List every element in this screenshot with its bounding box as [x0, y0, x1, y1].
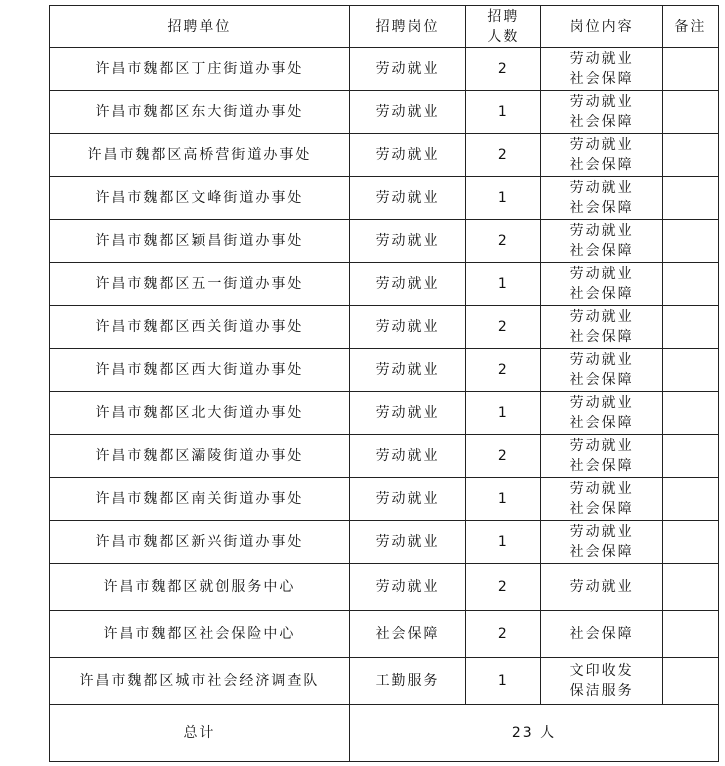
header-post: 招聘岗位 — [349, 6, 465, 48]
cell-unit: 许昌市魏都区灞陵街道办事处 — [50, 435, 350, 478]
cell-count: 1 — [466, 658, 541, 705]
cell-count: 2 — [466, 220, 541, 263]
table-row — [50, 177, 719, 220]
cell-unit: 许昌市魏都区就创服务中心 — [50, 564, 350, 611]
cell-post: 社会保障 — [349, 611, 465, 658]
cell-content — [541, 564, 662, 611]
cell-content — [541, 220, 662, 263]
cell-unit: 许昌市魏都区西大街道办事处 — [50, 349, 350, 392]
cell-unit: 许昌市魏都区五一街道办事处 — [50, 263, 350, 306]
cell-content-line1: 文印收发 — [569, 663, 634, 679]
cell-content — [541, 134, 662, 177]
cell-content-line2: 社会保障 — [569, 544, 634, 560]
cell-post: 劳动就业 — [349, 349, 465, 392]
cell-unit: 许昌市魏都区颖昌街道办事处 — [50, 220, 350, 263]
cell-post: 劳动就业 — [349, 263, 465, 306]
cell-content-line2: 社会保障 — [569, 200, 634, 216]
cell-count: 1 — [466, 392, 541, 435]
cell-post: 劳动就业 — [349, 564, 465, 611]
cell-count: 1 — [466, 478, 541, 521]
cell-content-line2: 社会保障 — [569, 71, 634, 87]
cell-content-line1: 劳动就业 — [569, 352, 634, 368]
cell-post: 劳动就业 — [349, 134, 465, 177]
cell-count: 2 — [466, 349, 541, 392]
cell-post: 劳动就业 — [349, 91, 465, 134]
cell-content — [541, 91, 662, 134]
cell-content — [541, 478, 662, 521]
table-row — [50, 564, 719, 611]
cell-unit: 许昌市魏都区高桥营街道办事处 — [50, 134, 350, 177]
cell-post: 劳动就业 — [349, 521, 465, 564]
cell-content-line2: 社会保障 — [569, 458, 634, 474]
cell-post: 劳动就业 — [349, 220, 465, 263]
cell-content — [541, 48, 662, 91]
cell-remark — [662, 611, 718, 658]
cell-remark — [662, 306, 718, 349]
cell-remark — [662, 220, 718, 263]
cell-remark — [662, 392, 718, 435]
cell-count: 2 — [466, 134, 541, 177]
cell-remark — [662, 435, 718, 478]
cell-content-line2: 社会保障 — [569, 286, 634, 302]
table-row — [50, 306, 719, 349]
cell-content-line1: 劳动就业 — [569, 223, 634, 239]
cell-content-line1: 劳动就业 — [569, 481, 634, 497]
cell-content-line1: 劳动就业 — [569, 309, 634, 325]
cell-count: 2 — [466, 611, 541, 658]
table-header-row — [50, 6, 719, 48]
cell-post: 劳动就业 — [349, 306, 465, 349]
cell-unit: 许昌市魏都区北大街道办事处 — [50, 392, 350, 435]
cell-content-line1: 劳动就业 — [569, 137, 634, 153]
cell-content-line1: 劳动就业 — [569, 51, 634, 67]
cell-content — [541, 263, 662, 306]
cell-count: 2 — [466, 48, 541, 91]
table-row — [50, 611, 719, 658]
cell-content-line2: 保洁服务 — [569, 683, 634, 699]
cell-remark — [662, 91, 718, 134]
cell-content-line2: 社会保障 — [569, 157, 634, 173]
cell-count: 1 — [466, 177, 541, 220]
cell-count: 2 — [466, 564, 541, 611]
total-value: 23 人 — [349, 705, 718, 762]
cell-unit: 许昌市魏都区西关街道办事处 — [50, 306, 350, 349]
header-count — [466, 6, 541, 48]
table-row — [50, 220, 719, 263]
table-row — [50, 263, 719, 306]
cell-unit: 许昌市魏都区新兴街道办事处 — [50, 521, 350, 564]
cell-count: 1 — [466, 521, 541, 564]
cell-remark — [662, 48, 718, 91]
cell-post: 劳动就业 — [349, 392, 465, 435]
cell-content-line1: 社会保障 — [569, 626, 634, 642]
cell-content — [541, 349, 662, 392]
table-row — [50, 658, 719, 705]
cell-count: 1 — [466, 263, 541, 306]
table-row — [50, 521, 719, 564]
cell-content-line2: 社会保障 — [569, 415, 634, 431]
header-unit: 招聘单位 — [50, 6, 350, 48]
header-count-line2: 人数 — [487, 28, 520, 45]
cell-remark — [662, 134, 718, 177]
cell-content-line1: 劳动就业 — [569, 579, 634, 595]
table-row — [50, 349, 719, 392]
cell-unit: 许昌市魏都区南关街道办事处 — [50, 478, 350, 521]
cell-remark — [662, 478, 718, 521]
cell-content — [541, 611, 662, 658]
cell-remark — [662, 564, 718, 611]
header-count-line1: 招聘 — [487, 8, 520, 25]
cell-unit: 许昌市魏都区城市社会经济调查队 — [50, 658, 350, 705]
table-row — [50, 478, 719, 521]
table-row — [50, 435, 719, 478]
cell-unit: 许昌市魏都区丁庄街道办事处 — [50, 48, 350, 91]
total-label: 总计 — [50, 705, 350, 762]
cell-post: 劳动就业 — [349, 435, 465, 478]
cell-remark — [662, 658, 718, 705]
cell-remark — [662, 177, 718, 220]
cell-content-line2: 社会保障 — [569, 114, 634, 130]
total-row — [50, 705, 719, 762]
cell-content-line1: 劳动就业 — [569, 438, 634, 454]
recruitment-table — [49, 5, 719, 762]
table-body — [50, 48, 719, 705]
table-row — [50, 134, 719, 177]
cell-post: 劳动就业 — [349, 177, 465, 220]
cell-remark — [662, 521, 718, 564]
cell-unit: 许昌市魏都区社会保险中心 — [50, 611, 350, 658]
cell-content-line1: 劳动就业 — [569, 395, 634, 411]
header-remark: 备注 — [662, 6, 718, 48]
cell-count: 2 — [466, 435, 541, 478]
cell-content-line1: 劳动就业 — [569, 266, 634, 282]
cell-content-line2: 社会保障 — [569, 329, 634, 345]
table-row — [50, 392, 719, 435]
cell-unit: 许昌市魏都区东大街道办事处 — [50, 91, 350, 134]
cell-post: 工勤服务 — [349, 658, 465, 705]
cell-content — [541, 521, 662, 564]
cell-count: 2 — [466, 306, 541, 349]
header-content: 岗位内容 — [541, 6, 662, 48]
cell-content-line2: 社会保障 — [569, 501, 634, 517]
cell-content-line1: 劳动就业 — [569, 180, 634, 196]
table-row — [50, 91, 719, 134]
cell-content — [541, 658, 662, 705]
cell-remark — [662, 263, 718, 306]
cell-content-line2: 社会保障 — [569, 372, 634, 388]
table-row — [50, 48, 719, 91]
cell-content — [541, 306, 662, 349]
cell-content — [541, 435, 662, 478]
cell-content — [541, 177, 662, 220]
cell-content — [541, 392, 662, 435]
cell-remark — [662, 349, 718, 392]
cell-post: 劳动就业 — [349, 48, 465, 91]
cell-post: 劳动就业 — [349, 478, 465, 521]
cell-count: 1 — [466, 91, 541, 134]
cell-content-line1: 劳动就业 — [569, 524, 634, 540]
cell-unit: 许昌市魏都区文峰街道办事处 — [50, 177, 350, 220]
cell-content-line2: 社会保障 — [569, 243, 634, 259]
cell-content-line1: 劳动就业 — [569, 94, 634, 110]
